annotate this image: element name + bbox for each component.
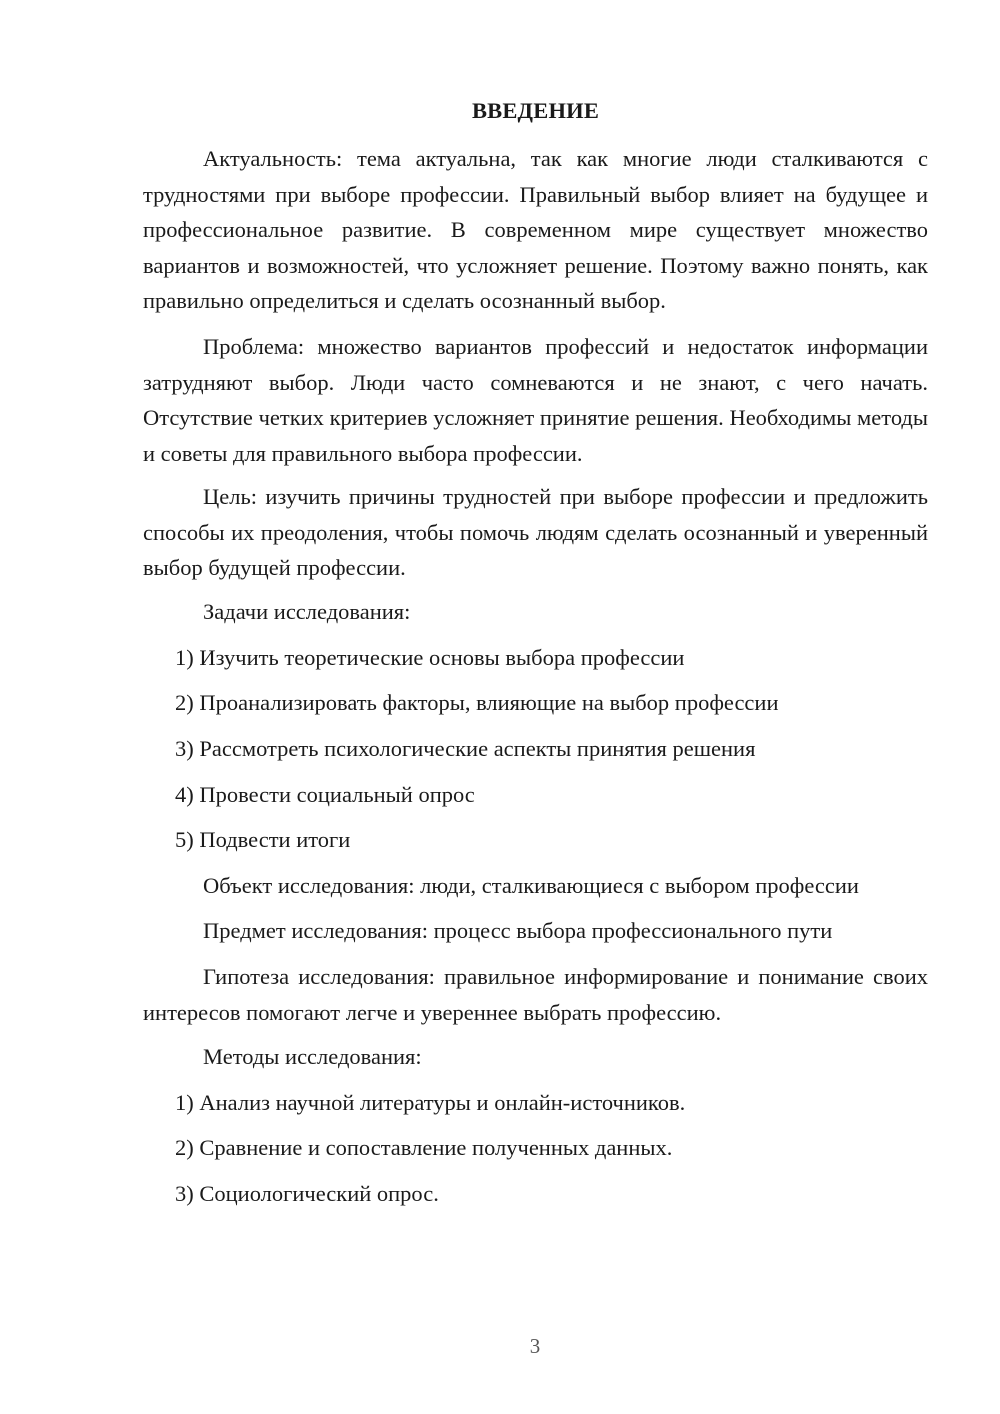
method-item: 2) Сравнение и сопоставление полученных данных. — [175, 1135, 673, 1160]
method-item: 1) Анализ научной литературы и онлайн-источников. — [175, 1090, 686, 1115]
methods-heading: Методы исследования: — [203, 1044, 422, 1069]
section-title: ВВЕДЕНИЕ — [471, 98, 600, 123]
goal-paragraph: Цель: изучить причины трудностей при выборе профессии и предложить способы их преодоления, чтобы помочь людям сделать осознанный и уверенный выбор будущей профессии. — [143, 484, 928, 581]
task-item: 4) Провести социальный опрос — [175, 782, 475, 807]
relevance-paragraph: Актуальность: тема актуальна, так как многие люди сталкиваются с трудностями при выборе профессии. Правильный выбор влияет на будущее и профессиональное развитие. В современном мире существует множество вариантов и возможностей, что усложняет решение. Поэтому важно понять, как правильно определиться и сделать осознанный выбор. — [143, 146, 928, 314]
task-item: 2) Проанализировать факторы, влияющие на выбор профессии — [175, 690, 779, 715]
hypothesis-paragraph: Гипотеза исследования: правильное информирование и понимание своих интересов помогают легче и увереннее выбрать профессию. — [143, 964, 928, 1025]
task-item: 5) Подвести итоги — [175, 827, 351, 852]
method-item: 3) Социологический опрос. — [175, 1181, 439, 1206]
page-number: 3 — [529, 1334, 541, 1358]
tasks-heading: Задачи исследования: — [203, 599, 411, 624]
research-object: Объект исследования: люди, сталкивающиеся с выбором профессии — [203, 873, 859, 898]
task-item: 1) Изучить теоретические основы выбора профессии — [175, 645, 685, 670]
problem-paragraph: Проблема: множество вариантов профессий и недостаток информации затрудняют выбор. Люди часто сомневаются и не знают, с чего начать. Отсутствие четких критериев усложняет принятие решения. Необходимы методы и советы для правильного выбора профессии. — [143, 334, 928, 466]
task-item: 3) Рассмотреть психологические аспекты принятия решения — [175, 736, 756, 761]
research-subject: Предмет исследования: процесс выбора профессионального пути — [203, 918, 833, 943]
